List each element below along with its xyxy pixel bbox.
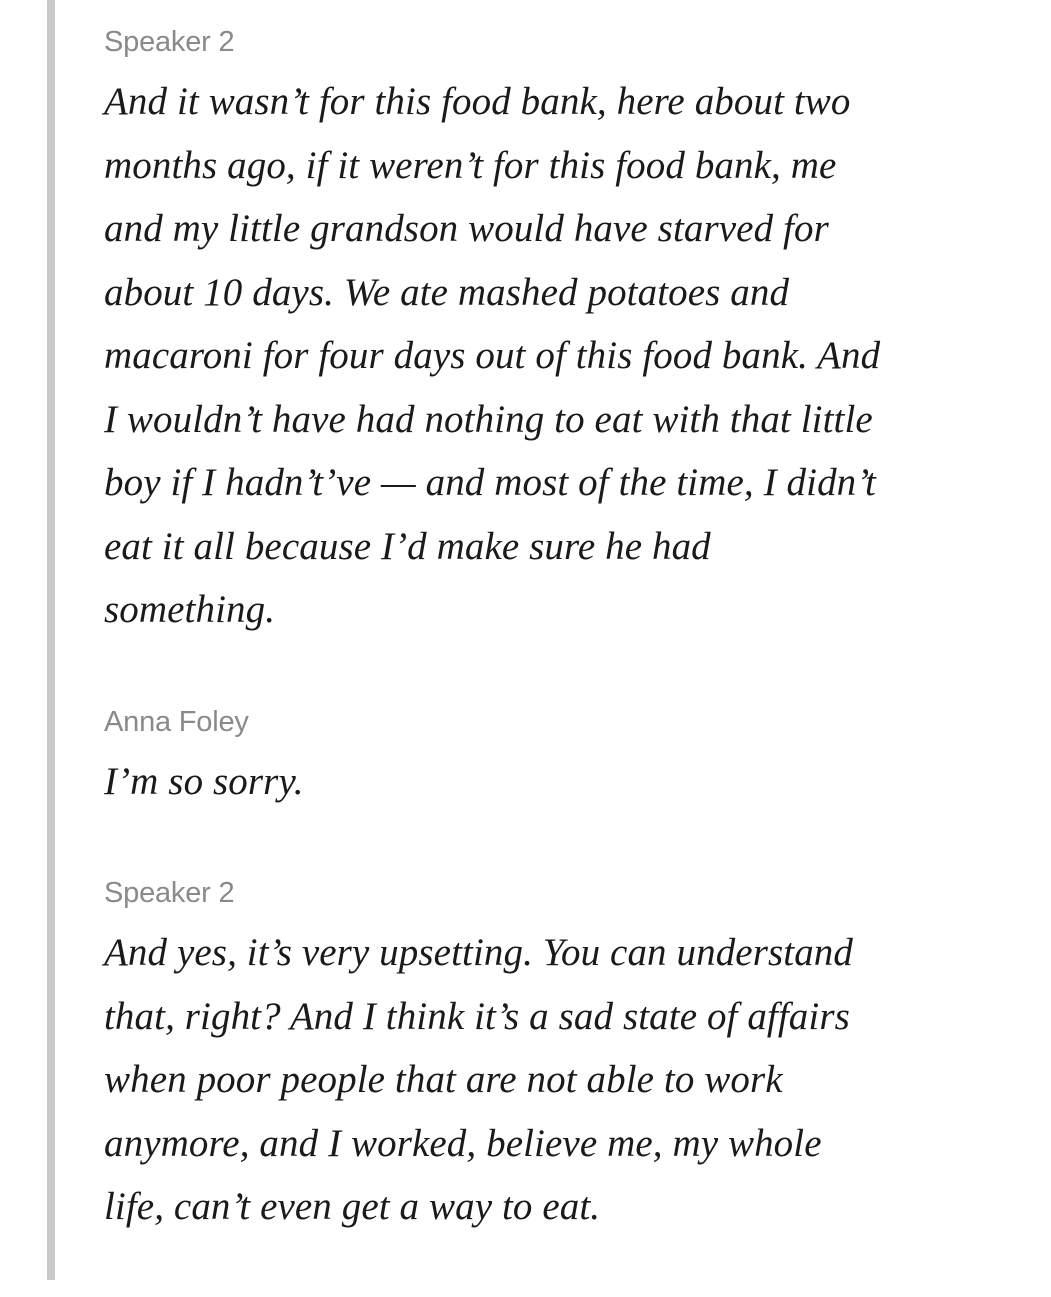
text-line: macaroni for four days out of this food bank. And	[104, 334, 881, 377]
text-line: eat it all because I’d make sure he had	[104, 524, 711, 568]
text-line: when poor people that are not able to work	[104, 1058, 783, 1101]
transcript-entry	[104, 700, 1014, 814]
text-line: boy if I hadn’t’ve — and most of the time, I didn’t	[104, 461, 876, 504]
text-line: months ago, if it weren’t for this food bank, me	[104, 143, 837, 187]
speaker-label: Anna Foley	[104, 705, 249, 738]
transcript	[104, 20, 1014, 1297]
transcript-entry	[104, 871, 1014, 1239]
text-line: I’m so sorry.	[104, 759, 304, 803]
text-line: about 10 days. We ate mashed potatoes and	[104, 270, 790, 314]
text-line: something.	[104, 588, 276, 631]
spoken-text	[104, 750, 1014, 814]
text-line: anymore, and I worked, believe me, my whole	[104, 1121, 822, 1165]
transcript-entry	[104, 20, 1014, 642]
speaker-label: Speaker 2	[104, 26, 235, 58]
text-line: I wouldn’t have had nothing to eat with that little	[104, 397, 873, 441]
text-line: that, right? And I think it’s a sad state of affairs	[104, 994, 850, 1038]
spoken-text	[104, 70, 1014, 642]
text-line: And it wasn’t for this food bank, here about two	[104, 80, 851, 123]
spoken-text	[104, 921, 1014, 1239]
text-line: And yes, it’s very upsetting. You can understand	[104, 931, 853, 974]
quote-rule	[47, 0, 55, 1280]
speaker-label: Speaker 2	[104, 877, 235, 909]
text-line: life, can’t even get a way to eat.	[104, 1185, 601, 1228]
text-line: and my little grandson would have starved for	[104, 207, 829, 250]
